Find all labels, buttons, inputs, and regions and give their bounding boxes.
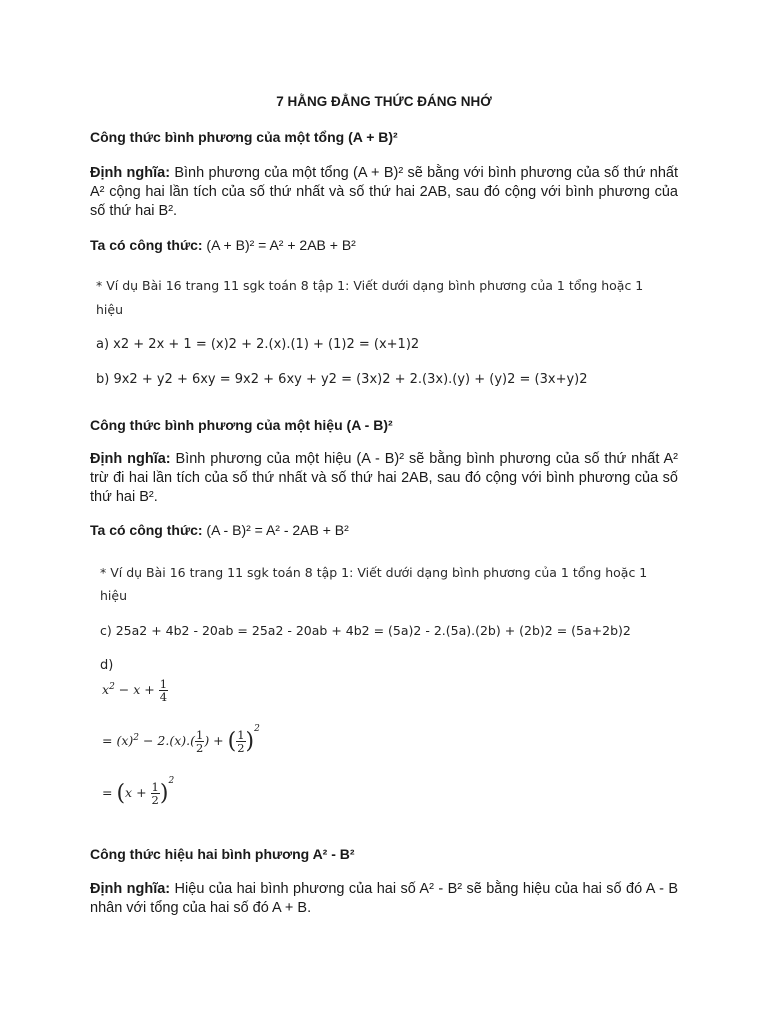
- math-expression: = (x): [102, 733, 134, 748]
- fraction-one-half: [236, 729, 245, 754]
- fraction-denominator: 2: [151, 793, 159, 807]
- definition-difference-square: [90, 450, 678, 507]
- definition-text: Bình phương của một tổng (A + B)² sẽ bằng với bình phương của số thứ nhất A² cộng hai lần tích của số thứ nhất và số thứ hai 2AB, sau đó cộng với bình phương của số thứ hai B².: [90, 165, 678, 219]
- math-exponent: 2: [133, 732, 139, 743]
- fraction-denominator: 2: [195, 741, 204, 755]
- section-heading-sum-square: Công thức bình phương của một tổng (A + B)²: [90, 129, 398, 145]
- fraction-numerator: 1: [159, 677, 168, 691]
- formula-label: Ta có công thức:: [90, 522, 203, 538]
- math-exponent: 2: [254, 724, 260, 734]
- fraction-numerator: 1: [195, 728, 204, 742]
- formula-label: Ta có công thức:: [90, 237, 203, 253]
- math-expression: ) +: [204, 733, 228, 748]
- left-paren: (: [116, 781, 126, 806]
- right-paren: ): [159, 781, 169, 806]
- example-d-step-1: [102, 724, 260, 754]
- formula-difference-square: [90, 522, 349, 538]
- example-intro-line-1: * Ví dụ Bài 16 trang 11 sgk toán 8 tập 1: Viết dưới dạng bình phương của 1 tổng hoặc 1: [100, 565, 648, 580]
- definition-difference-of-squares: [90, 880, 678, 918]
- example-d-step-2: [102, 776, 174, 806]
- example-intro-line-1: * Ví dụ Bài 16 trang 11 sgk toán 8 tập 1: Viết dưới dạng bình phương của 1 tổng hoặc 1: [96, 278, 644, 293]
- fraction-denominator: 4: [159, 690, 168, 704]
- formula-text: (A - B)² = A² - 2AB + B²: [202, 522, 349, 538]
- example-intro-line-2: hiệu: [100, 588, 128, 603]
- definition-sum-square: [90, 164, 678, 221]
- right-paren: ): [245, 729, 255, 754]
- definition-text: Bình phương của một hiệu (A - B)² sẽ bằng bình phương của số thứ nhất A² trừ đi hai lần tích của số thứ nhất và số thứ hai 2AB, sau đó cộng với bình phương của số thứ hai B².: [90, 451, 678, 505]
- example-d-expression: [102, 678, 168, 703]
- definition-text: Hiệu của hai bình phương của hai số A² - B² sẽ bằng hiệu của hai số đó A - B nhân với tổng của hai số đó A + B.: [90, 881, 678, 916]
- fraction-one-quarter: [159, 678, 168, 703]
- definition-label: Định nghĩa:: [90, 881, 171, 897]
- example-a: a) x2 + 2x + 1 = (x)2 + 2.(x).(1) + (1)2 = (x+1)2: [96, 337, 420, 352]
- example-d-label: d): [100, 658, 114, 673]
- fraction-numerator: 1: [237, 728, 245, 742]
- definition-label: Định nghĩa:: [90, 451, 171, 467]
- math-exponent: 2: [168, 776, 175, 786]
- example-c: c) 25a2 + 4b2 - 20ab = 25a2 - 20ab + 4b2 = (5a)2 - 2.(5a).(2b) + (2b)2 = (5a+2b)2: [100, 623, 631, 638]
- left-paren: (: [227, 729, 237, 754]
- section-heading-difference-of-squares: Công thức hiệu hai bình phương A² - B²: [90, 846, 355, 862]
- math-expression: x +: [125, 785, 151, 800]
- math-variable: x: [102, 682, 110, 697]
- definition-label: Định nghĩa:: [90, 165, 171, 181]
- example-intro-line-2: hiệu: [96, 302, 124, 317]
- fraction-denominator: 2: [237, 741, 245, 755]
- fraction-one-half: [195, 729, 204, 754]
- math-operator: − x +: [114, 682, 159, 697]
- math-expression: =: [102, 785, 117, 800]
- math-expression: − 2.(x).(: [138, 733, 195, 748]
- formula-sum-square: [90, 237, 356, 253]
- fraction-one-half: [151, 781, 160, 806]
- page-title: 7 HẰNG ĐẲNG THỨC ĐÁNG NHỚ: [276, 94, 492, 109]
- fraction-numerator: 1: [151, 780, 159, 794]
- math-exponent: 2: [109, 681, 115, 692]
- example-b: b) 9x2 + y2 + 6xy = 9x2 + 6xy + y2 = (3x)2 + 2.(3x).(y) + (y)2 = (3x+y)2: [96, 372, 588, 387]
- section-heading-difference-square: Công thức bình phương của một hiệu (A - B)²: [90, 417, 393, 433]
- formula-text: (A + B)² = A² + 2AB + B²: [202, 237, 356, 253]
